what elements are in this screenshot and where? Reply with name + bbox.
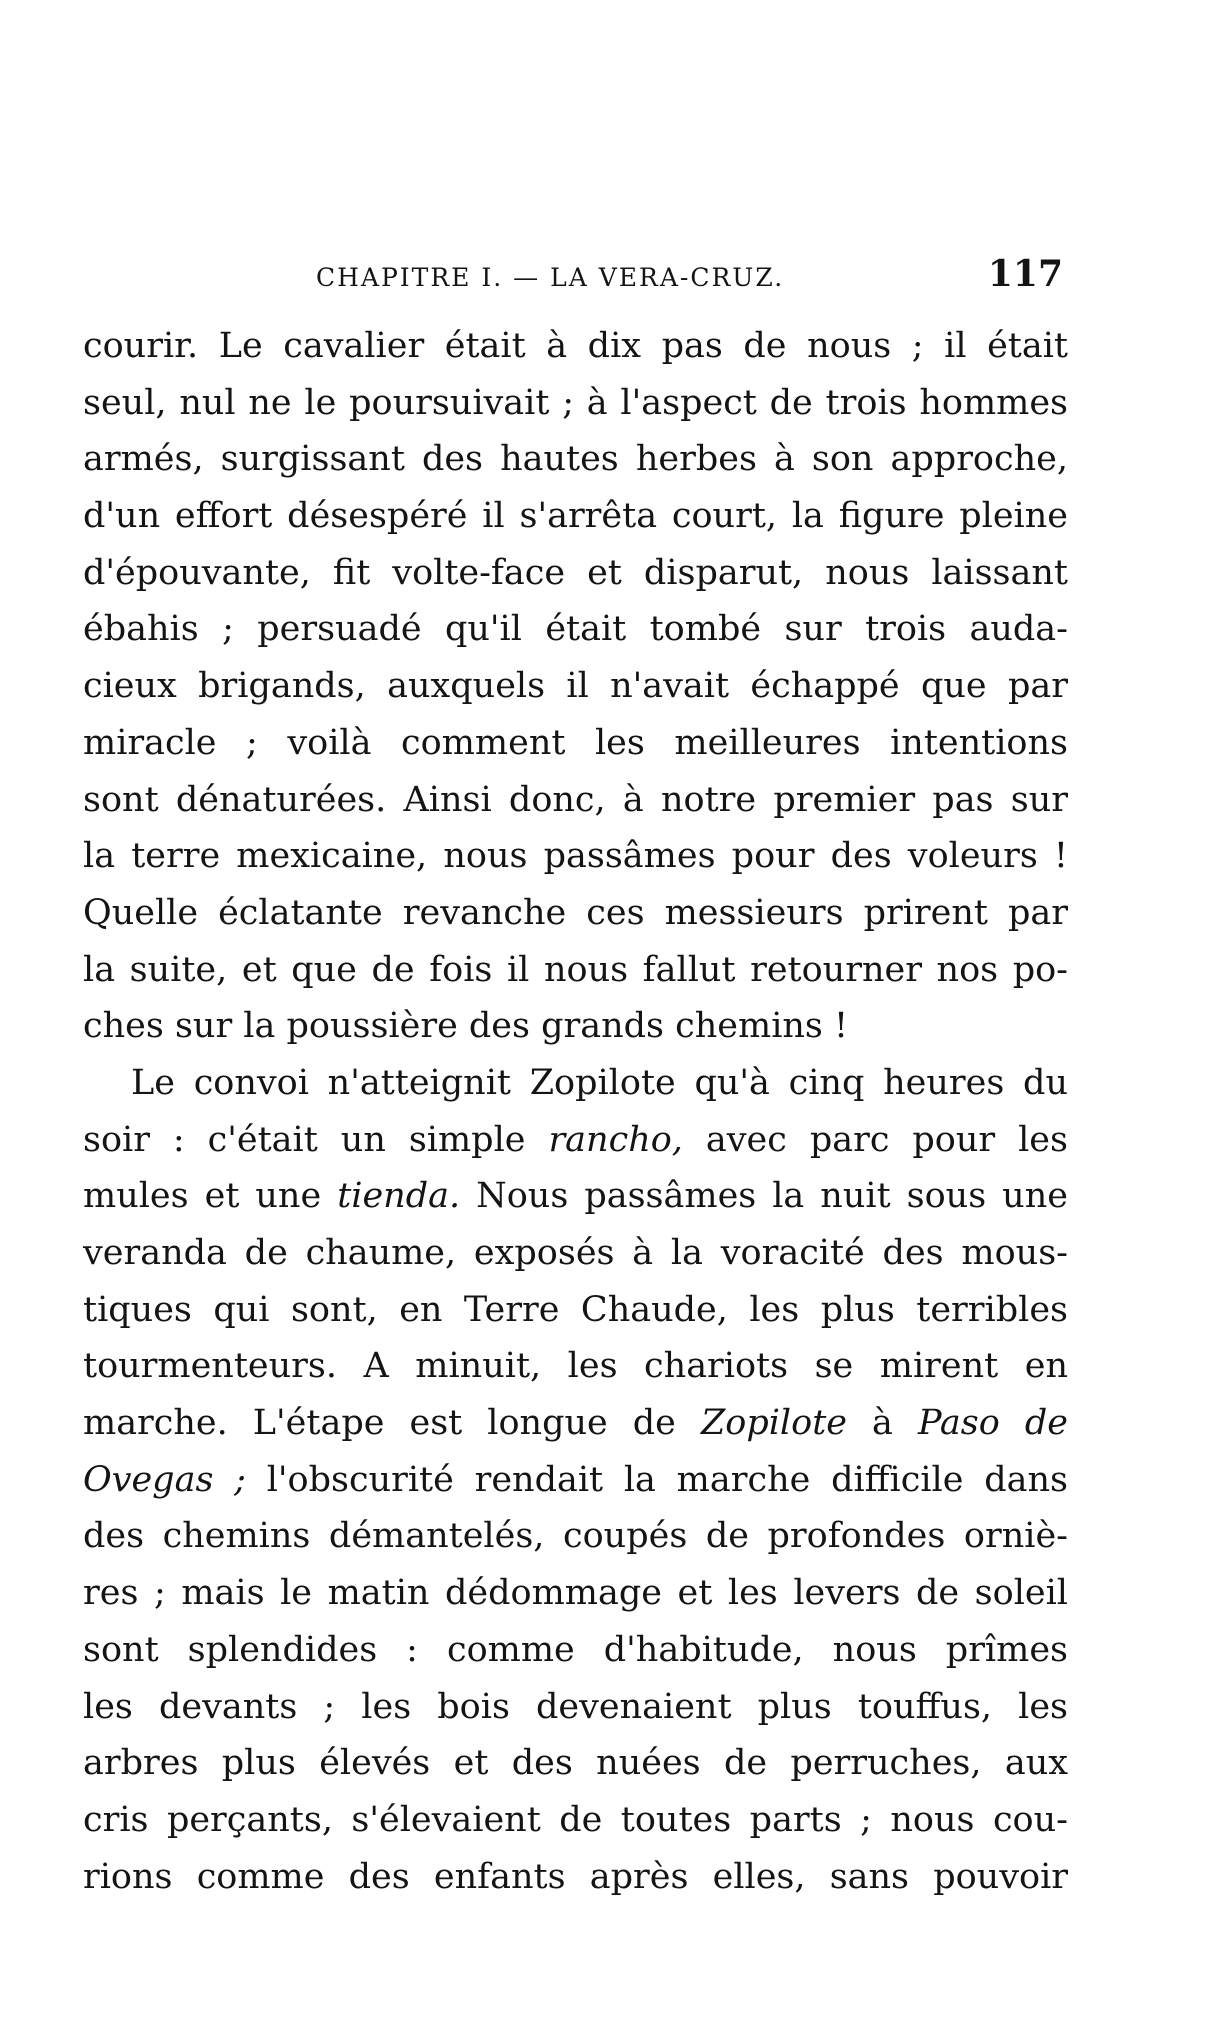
text-line: sont dénaturées. Ainsi donc, à notre premier pas sur bbox=[83, 779, 1068, 820]
running-head bbox=[88, 253, 1063, 298]
text-line: veranda de chaume, exposés à la voracité des mous- bbox=[83, 1233, 1068, 1273]
text-run: avec parc pour les bbox=[682, 1119, 1068, 1160]
italic-term-rancho: rancho, bbox=[548, 1119, 683, 1160]
text-line: res ; mais le matin dédommage et les levers de soleil bbox=[83, 1573, 1068, 1614]
text-line bbox=[83, 1112, 1068, 1169]
text-line: la terre mexicaine, nous passâmes pour des voleurs ! bbox=[83, 836, 1068, 877]
paragraph-start-line: Le convoi n'atteignit Zopilote qu'à cinq heures du bbox=[131, 1062, 1068, 1103]
text-line bbox=[83, 1395, 1068, 1452]
text-line bbox=[83, 1168, 1068, 1225]
text-run: à bbox=[846, 1403, 918, 1444]
italic-place-paso-de: Paso de bbox=[917, 1403, 1068, 1444]
text-line: arbres plus élevés et des nuées de perruches, aux bbox=[83, 1743, 1068, 1784]
text-line: sont splendides : comme d'habitude, nous prîmes bbox=[83, 1629, 1068, 1670]
paragraph-end-line: ches sur la poussière des grands chemins ! bbox=[83, 1006, 849, 1047]
text-line: cieux brigands, auxquels il n'avait échappé que par bbox=[83, 666, 1068, 707]
text-line: courir. Le cavalier était à dix pas de nous ; il était bbox=[83, 326, 1068, 366]
page-number: 117 bbox=[987, 253, 1063, 295]
text-line: ébahis ; persuadé qu'il était tombé sur trois auda- bbox=[83, 609, 1068, 650]
text-line: seul, nul ne le poursuivait ; à l'aspect de trois hommes bbox=[83, 382, 1068, 423]
text-line: Quelle éclatante revanche ces messieurs prirent par bbox=[83, 892, 1068, 933]
text-run: marche. L'étape est longue de bbox=[83, 1403, 701, 1444]
text-line bbox=[83, 1452, 1068, 1509]
text-run: mules et une bbox=[83, 1176, 338, 1217]
italic-place-ovegas: Ovegas ; bbox=[83, 1459, 246, 1500]
text-line: d'un effort désespéré il s'arrêta court, la figure pleine bbox=[83, 496, 1068, 537]
italic-place-zopilote: Zopilote bbox=[700, 1403, 847, 1444]
text-line: miracle ; voilà comment les meilleures intentions bbox=[83, 722, 1068, 763]
text-line: les devants ; les bois devenaient plus touffus, les bbox=[83, 1686, 1068, 1727]
text-line: armés, surgissant des hautes herbes à son approche, bbox=[83, 439, 1068, 480]
text-line: d'épouvante, fit volte-face et disparut, nous laissant bbox=[83, 552, 1068, 593]
text-line: des chemins démantelés, coupés de profondes orniè- bbox=[83, 1516, 1068, 1557]
text-run: l'obscurité rendait la marche difficile dans bbox=[245, 1459, 1068, 1500]
text-line: tiques qui sont, en Terre Chaude, les plus terribles bbox=[83, 1289, 1068, 1330]
text-line: rions comme des enfants après elles, sans pouvoir bbox=[83, 1856, 1068, 1897]
text-run: soir : c'était un simple bbox=[83, 1119, 549, 1160]
text-line: tourmenteurs. A minuit, les chariots se mirent en bbox=[83, 1346, 1068, 1387]
text-line: la suite, et que de fois il nous fallut retourner nos po- bbox=[83, 949, 1068, 990]
italic-term-tienda: tienda. bbox=[337, 1176, 461, 1217]
body-text bbox=[83, 318, 1068, 1905]
running-title: CHAPITRE I. — LA VERA-CRUZ. bbox=[316, 263, 785, 292]
text-line: cris perçants, s'élevaient de toutes parts ; nous cou- bbox=[83, 1799, 1068, 1840]
text-run: Nous passâmes la nuit sous une bbox=[460, 1176, 1068, 1217]
